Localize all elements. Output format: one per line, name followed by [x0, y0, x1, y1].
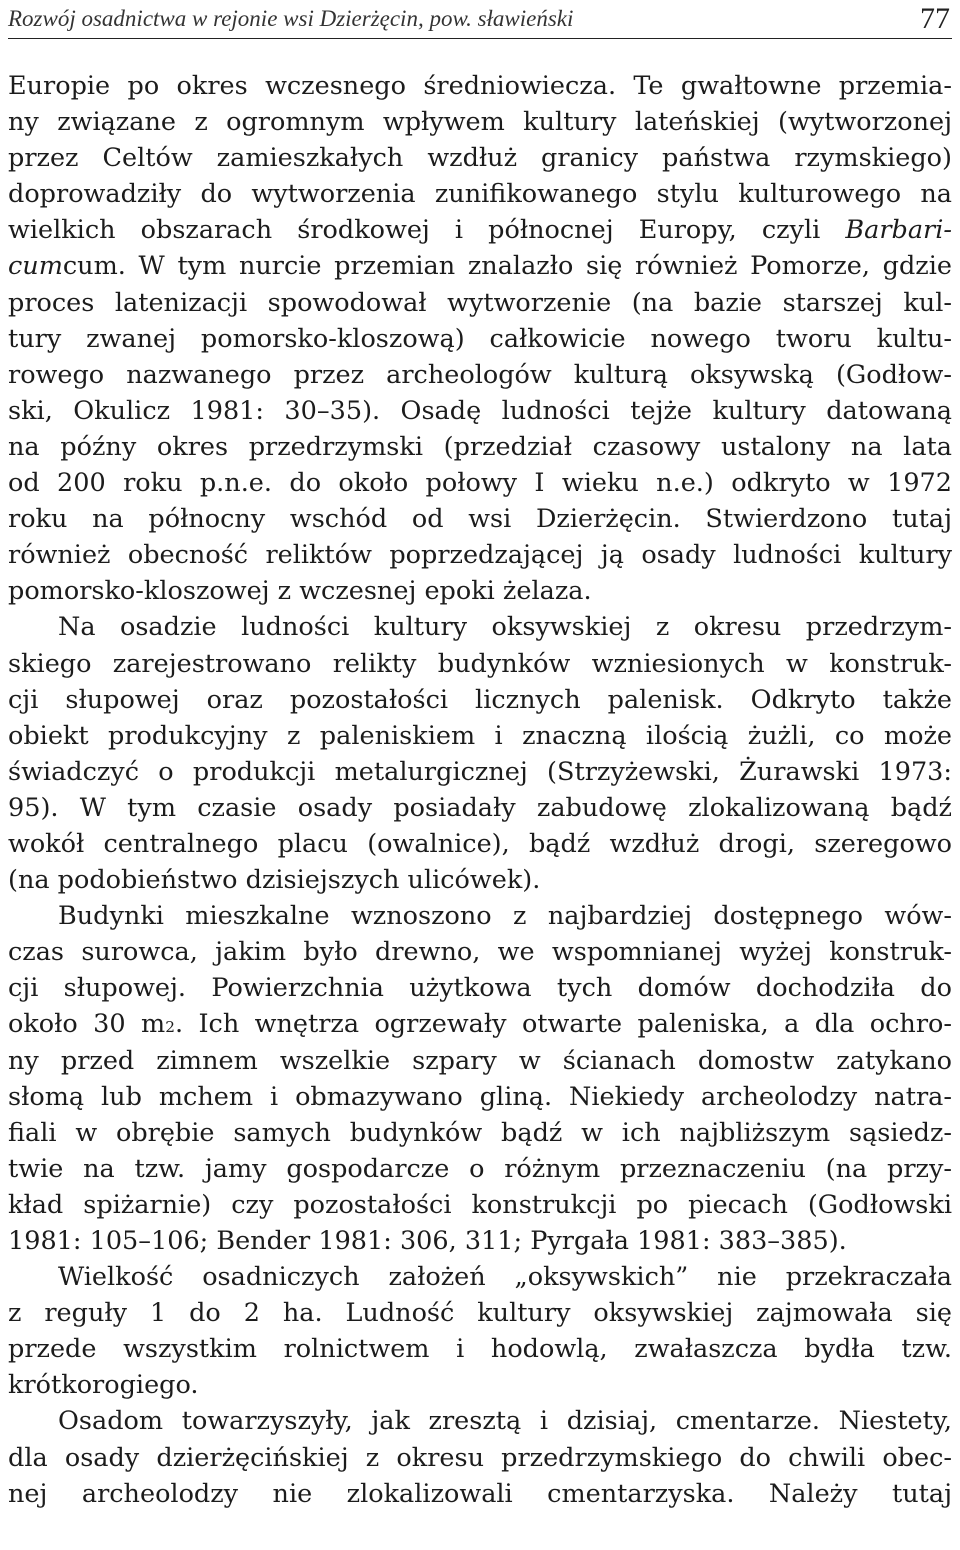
paragraph-5 [8, 1403, 952, 1511]
text-line: skiego zarejestrowano relikty budynków wzniesionych w konstruk- [8, 648, 952, 679]
text-line: rowego nazwanego przez archeologów kulturą oksywską (Godłow- [8, 359, 952, 390]
text-line: nej archeolodzy nie zlokalizowali cmentarzyska. Należy tutaj [8, 1478, 952, 1509]
text-line: słomą lub mchem i obmazywano gliną. Niekiedy archeolodzy natra- [8, 1081, 952, 1112]
running-title: Rozwój osadnictwa w rejonie wsi Dzierżęcin, pow. sławieński [8, 6, 574, 31]
text-line: z reguły 1 do 2 ha. Ludność kultury oksywskiej zajmowała się [8, 1298, 952, 1329]
text-line: wokół centralnego placu (owalnice), bądź wzdłuż drogi, szeregowo [8, 828, 952, 859]
text-line: krótkorogiego. [8, 1370, 199, 1401]
text-line: ny związane z ogromnym wpływem kultury lateńskiej (wytworzonej [8, 107, 952, 138]
text-line: na późny okres przedrzymski (przedział czasowy ustalony na lata [8, 431, 952, 462]
text-line: fiali w obrębie samych budynków bądź w ich najbliższym sąsiedz- [8, 1117, 952, 1148]
text-line: 1981: 105–106; Bender 1981: 306, 311; Pyrgała 1981: 383–385). [8, 1226, 847, 1256]
text-line: przede wszystkim rolnictwem i hodowlą, zwałaszcza bydła tzw. [8, 1334, 952, 1365]
text-line: proces latenizacji spowodował wytworzenie (na bazie starszej kul- [8, 287, 952, 318]
text-line: tury zwanej pomorsko-kloszową) całkowicie nowego tworu kultu- [8, 323, 952, 354]
text-line: przez Celtów zamieszkałych wzdłuż granicy państwa rzymskiego) [8, 143, 952, 174]
text-segment: cum. W tym nurcie przemian znalazło się również Pomorze, gdzie [62, 251, 952, 282]
text-line: dla osady dzierżęcińskiej z okresu przedrzymskiego do chwili obec- [8, 1442, 952, 1473]
text-line: cji słupowej oraz pozostałości licznych palenisk. Odkryto także [8, 684, 952, 715]
text-line: roku na północny wschód od wsi Dzierżęcin. Stwierdzono tutaj [8, 504, 952, 535]
text-line: od 200 roku p.n.e. do około połowy I wieku n.e.) odkryto w 1972 [8, 468, 952, 499]
text-line: również obecność reliktów poprzedzającej ją osady ludności kultury [8, 540, 952, 571]
superscript: 2 [165, 1018, 175, 1037]
page-number: 77 [920, 2, 950, 35]
text-line: doprowadziły do wytworzenia zunifikowanego stylu kulturowego na [8, 179, 952, 210]
text-line: Na osadzie ludności kultury oksywskiej z okresu przedrzym- [58, 612, 952, 643]
paragraph-3 [8, 898, 952, 1259]
latin-term: Barbari- [845, 215, 952, 246]
text-line: Budynki mieszkalne wznoszono z najbardziej dostępnego wów- [58, 901, 952, 932]
text-line: kład spiżarnie) czy pozostałości konstrukcji po piecach (Godłowski [8, 1189, 952, 1220]
text-segment: wielkich obszarach środkowej i północnej Europy, czyli [8, 215, 846, 246]
paragraph-2 [8, 609, 952, 898]
text-line: cji słupowej. Powierzchnia użytkowa tych domów dochodziła do [8, 973, 952, 1004]
text-line [8, 248, 952, 284]
text-line: świadczyć o produkcji metalurgicznej (Strzyżewski, Żurawski 1973: [8, 756, 952, 787]
text-segment: około 30 m [8, 1009, 166, 1040]
body-text [8, 68, 952, 1512]
paragraph-1 [8, 68, 952, 609]
text-line [8, 1006, 952, 1042]
text-line: czas surowca, jakim było drewno, we wspomnianej wyżej konstruk- [8, 937, 952, 968]
text-line: Wielkość osadniczych założeń „oksywskich” nie przekraczała [58, 1262, 952, 1293]
text-line: Europie po okres wczesnego średniowiecza. Te gwałtowne przemia- [8, 71, 952, 101]
text-line: (na podobieństwo dzisiejszych ulicówek). [8, 865, 541, 896]
paragraph-4 [8, 1259, 952, 1403]
text-line: 95). W tym czasie osady posiadały zabudowę zlokalizowaną bądź [8, 792, 952, 823]
text-line: ny przed zimnem wszelkie szpary w ścianach domostw zatykano [8, 1045, 952, 1076]
text-line: pomorsko-kloszowej z wczesnej epoki żelaza. [8, 576, 592, 607]
text-line: obiekt produkcyjny z paleniskiem i znaczną ilością żużli, co może [8, 720, 952, 751]
latin-term: cum [8, 251, 63, 282]
running-header [8, 2, 952, 39]
text-segment: . Ich wnętrza ogrzewały otwarte paleniska, a dla ochro- [174, 1009, 952, 1040]
text-line [8, 212, 952, 248]
text-line: Osadom towarzyszyły, jak zresztą i dzisiaj, cmentarze. Niestety, [58, 1406, 952, 1437]
text-line: twie na tzw. jamy gospodarcze o różnym przeznaczeniu (na przy- [8, 1153, 952, 1184]
text-line: ski, Okulicz 1981: 30–35). Osadę ludności tejże kultury datowaną [8, 395, 952, 426]
